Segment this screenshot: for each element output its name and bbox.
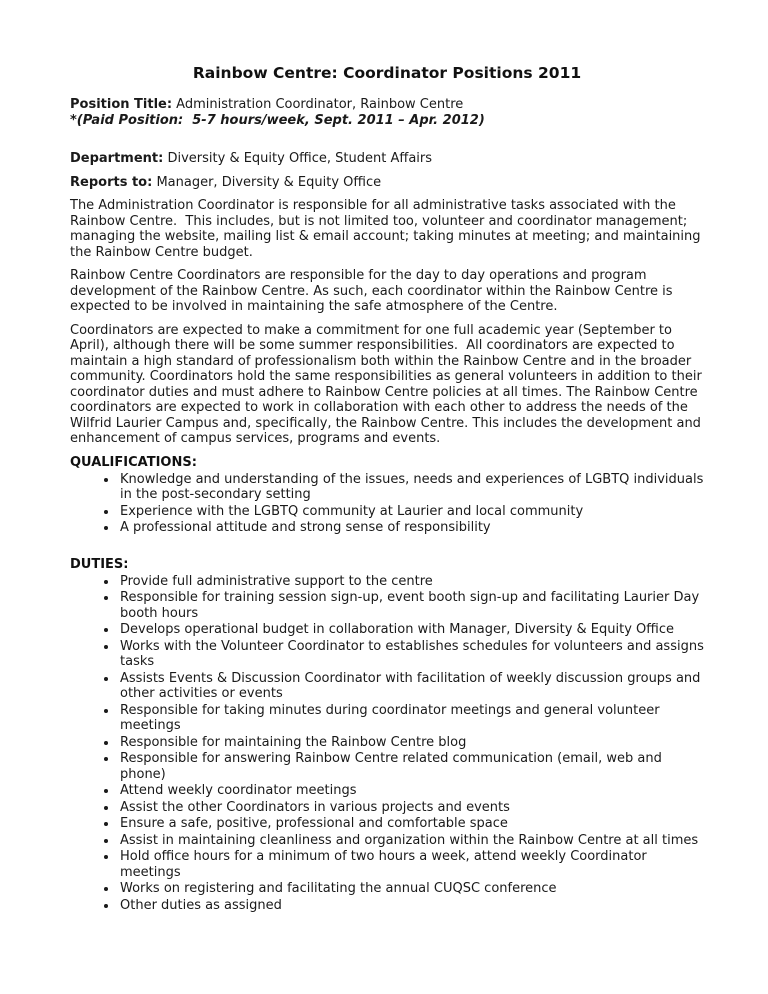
qualifications-list [70, 471, 708, 536]
list-item: • Provide full administrative support to the centre [118, 574, 704, 590]
list-item: • Hold office hours for a minimum of two hours a week, attend weekly Coordinator meetings [118, 849, 704, 880]
reports-to-line [70, 175, 704, 191]
position-title-value: Administration Coordinator, Rainbow Centre [172, 97, 464, 112]
paid-position-note: *(Paid Position: 5-7 hours/week, Sept. 2011 – Apr. 2012) [70, 112, 485, 128]
position-title-line [70, 97, 704, 113]
qualifications-heading: QUALIFICATIONS: [70, 454, 197, 470]
duties-heading: DUTIES: [70, 556, 129, 572]
department-line [70, 151, 704, 167]
list-item: • Responsible for training session sign-up, event booth sign-up and facilitating Laurier Day booth hours [118, 590, 704, 621]
list-item: • Responsible for maintaining the Rainbow Centre blog [118, 735, 704, 751]
document-title: Rainbow Centre: Coordinator Positions 2011 [192, 64, 582, 82]
list-item: • A professional attitude and strong sense of responsibility [118, 520, 704, 536]
list-item: • Assist the other Coordinators in various projects and events [118, 800, 704, 816]
list-item: • Responsible for answering Rainbow Centre related communication (email, web and phone) [118, 751, 704, 782]
list-item: • Ensure a safe, positive, professional and comfortable space [118, 816, 704, 832]
list-item: • Knowledge and understanding of the issues, needs and experiences of LGBTQ individuals in the post-secondary setting [118, 472, 704, 503]
list-item: • Experience with the LGBTQ community at Laurier and local community [118, 504, 704, 520]
department-value: Diversity & Equity Office, Student Affairs [163, 151, 433, 166]
list-item: • Assists Events & Discussion Coordinator with facilitation of weekly discussion groups and other activities or events [118, 671, 704, 702]
list-item: • Works with the Volunteer Coordinator to establishes schedules for volunteers and assigns tasks [118, 639, 704, 670]
position-title-label: Position Title: [70, 97, 173, 112]
list-item: • Assist in maintaining cleanliness and organization within the Rainbow Centre at all times [118, 833, 704, 849]
list-item: • Develops operational budget in collaboration with Manager, Diversity & Equity Office [118, 622, 704, 638]
paragraph-coordinator-responsibilities: Rainbow Centre Coordinators are responsible for the day to day operations and program development of the Rainbow Centre. As such, each coordinator within the Rainbow Centre is expected to be involved in maintaining the safe atmosphere of the Centre. [70, 268, 677, 314]
department-label: Department: [70, 151, 164, 166]
list-item: • Other duties as assigned [118, 898, 704, 914]
paragraph-commitment: Coordinators are expected to make a commitment for one full academic year (September to April), although there will be some summer responsibilities. All coordinators are expected to maintain a high standard of professionalism both within the Rainbow Centre and in the broader community. Coordinators hold the same responsibilities as general volunteers in addition to their coordinator duties and must adhere to Rainbow Centre policies at all times. The Rainbow Centre coordinators are expected to work in collaboration with each other to address the needs of the Wilfrid Laurier Campus and, specifically, the Rainbow Centre. This includes the development and enhancement of campus services, programs and events. [70, 322, 706, 446]
duties-list [70, 573, 708, 914]
paragraph-role-description: The Administration Coordinator is responsible for all administrative tasks associated with the Rainbow Centre. This includes, but is not limited too, volunteer and coordinator management; managing the website, mailing list & email account; taking minutes at meeting; and maintaining the Rainbow Centre budget. [70, 198, 705, 260]
list-item: • Attend weekly coordinator meetings [118, 783, 704, 799]
list-item: • Works on registering and facilitating the annual CUQSC conference [118, 881, 704, 897]
list-item: • Responsible for taking minutes during coordinator meetings and general volunteer meetings [118, 703, 704, 734]
reports-to-value: Manager, Diversity & Equity Office [152, 174, 382, 190]
reports-to-label: Reports to: [70, 174, 153, 190]
